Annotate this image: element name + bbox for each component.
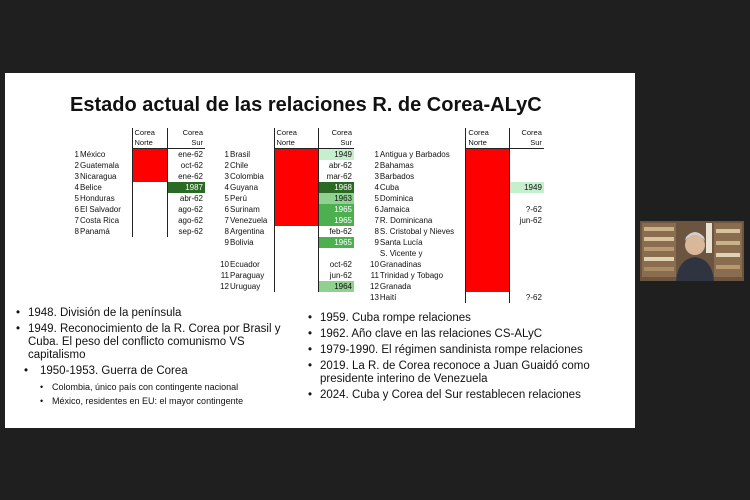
header-north: Corea — [274, 128, 318, 138]
country-name: Brasil — [230, 149, 251, 159]
country-name: S. Vicente y — [379, 249, 423, 258]
table-row — [220, 270, 354, 281]
row-number: 9 — [224, 238, 229, 247]
country-name: S. Cristobal y Nieves — [379, 227, 455, 236]
south-korea-relation-cell — [318, 248, 354, 259]
row-number — [220, 248, 230, 259]
north-korea-relation-cell — [132, 182, 167, 193]
header-north-sub: Norte — [466, 138, 510, 149]
country-name: Argentina — [230, 227, 265, 236]
table-row — [370, 270, 544, 281]
bullets-left — [14, 307, 284, 409]
table-central-america — [70, 128, 205, 237]
row-number: 1 — [74, 149, 79, 159]
header-south-sub: Sur — [167, 138, 205, 149]
bullet-item: • 1959. Cuba rompe relaciones — [306, 312, 626, 325]
south-korea-relation-cell — [510, 248, 544, 259]
country-name: Guyana — [230, 183, 259, 192]
north-korea-relation-cell — [466, 248, 510, 259]
north-korea-relation-cell — [466, 226, 510, 237]
table-row — [220, 259, 354, 270]
south-korea-relation-cell: mar-62 — [318, 171, 354, 182]
row-number: 11 — [220, 271, 229, 280]
table-row — [220, 204, 354, 215]
south-korea-relation-cell — [510, 193, 544, 204]
table-row — [370, 248, 544, 259]
south-korea-relation-cell — [510, 237, 544, 248]
table-row — [370, 149, 544, 161]
row-number: 1 — [374, 149, 379, 159]
table-row — [370, 226, 544, 237]
country-name: Belice — [80, 183, 102, 192]
south-korea-relation-cell: jun-62 — [510, 215, 544, 226]
north-korea-relation-cell — [132, 215, 167, 226]
country-name: R. Dominicana — [379, 216, 433, 225]
table-row — [220, 215, 354, 226]
south-korea-relation-cell: 1965 — [318, 237, 354, 248]
bullet-item: • 1979-1990. El régimen sandinista rompe relaciones — [306, 344, 626, 357]
country-name: Dominica — [379, 194, 414, 203]
north-korea-relation-cell — [274, 204, 318, 215]
north-korea-relation-cell — [466, 237, 510, 248]
table-row — [370, 237, 544, 248]
bullet-item: • 1950-1953. Guerra de Corea — [14, 365, 284, 378]
row-number: 2 — [224, 161, 229, 170]
north-korea-relation-cell — [132, 226, 167, 237]
row-number: 5 — [74, 194, 79, 203]
row-number: 8 — [74, 227, 79, 236]
row-number: 2 — [74, 161, 79, 170]
country-name: Barbados — [379, 172, 415, 181]
country-name: Antigua y Barbados — [379, 149, 450, 159]
bullet-item: • 1948. División de la península — [14, 307, 284, 320]
country-name: Uruguay — [230, 282, 261, 291]
south-korea-relation-cell — [510, 270, 544, 281]
bullet-item: • 1962. Año clave en las relaciones CS-ALyC — [306, 328, 626, 341]
row-number: 11 — [370, 271, 379, 280]
table-row — [370, 204, 544, 215]
header-north-sub: Norte — [274, 138, 318, 149]
row-number: 1 — [224, 149, 229, 159]
table-row — [220, 149, 354, 161]
row-number: 6 — [224, 205, 229, 214]
row-number: 9 — [374, 238, 379, 247]
country-name: Costa Rica — [80, 216, 120, 225]
south-korea-relation-cell: 1964 — [318, 281, 354, 292]
south-korea-relation-cell — [510, 171, 544, 182]
table-south-america — [220, 128, 354, 292]
bullet-item: • 2024. Cuba y Corea del Sur restablecen relaciones — [306, 389, 626, 402]
north-korea-relation-cell — [274, 193, 318, 204]
country-name: Chile — [230, 161, 249, 170]
south-korea-relation-cell — [510, 149, 544, 161]
country-name: Guatemala — [80, 161, 120, 170]
country-name: México — [80, 149, 106, 159]
table-row — [220, 193, 354, 204]
country-name: Jamaica — [379, 205, 410, 214]
north-korea-relation-cell — [274, 215, 318, 226]
table-row — [370, 292, 544, 303]
country-name: Perú — [230, 194, 247, 203]
bullets-right — [306, 312, 626, 405]
table-row — [220, 171, 354, 182]
north-korea-relation-cell — [466, 160, 510, 171]
table-caribbean — [370, 128, 544, 303]
row-number: 7 — [224, 216, 229, 225]
south-korea-relation-cell: 1987 — [167, 182, 205, 193]
table-row — [370, 215, 544, 226]
row-number: 13 — [370, 293, 379, 302]
bullet-item: • Colombia, único país con contingente nacional — [14, 381, 284, 393]
north-korea-relation-cell — [274, 281, 318, 292]
table-row — [370, 171, 544, 182]
row-number: 10 — [220, 260, 229, 269]
country-name: Colombia — [230, 172, 264, 181]
row-number: 3 — [374, 172, 379, 181]
north-korea-relation-cell — [132, 149, 167, 161]
table-row — [70, 182, 205, 193]
south-korea-relation-cell: 1963 — [318, 193, 354, 204]
south-korea-relation-cell: 1965 — [318, 204, 354, 215]
country-name: Bolivia — [230, 238, 254, 247]
north-korea-relation-cell — [132, 204, 167, 215]
country-name: Haití — [379, 293, 397, 302]
north-korea-relation-cell — [466, 215, 510, 226]
row-number: 3 — [224, 172, 229, 181]
north-korea-relation-cell — [466, 171, 510, 182]
north-korea-relation-cell — [466, 259, 510, 270]
row-number — [370, 248, 380, 259]
header-south-sub: Sur — [510, 138, 544, 149]
south-korea-relation-cell: oct-62 — [318, 259, 354, 270]
table-row — [70, 204, 205, 215]
table-row — [370, 193, 544, 204]
south-korea-relation-cell: sep-62 — [167, 226, 205, 237]
north-korea-relation-cell — [274, 160, 318, 171]
row-number: 5 — [374, 194, 379, 203]
north-korea-relation-cell — [274, 248, 318, 259]
north-korea-relation-cell — [274, 270, 318, 281]
north-korea-relation-cell — [132, 193, 167, 204]
north-korea-relation-cell — [132, 171, 167, 182]
row-number: 10 — [370, 260, 379, 269]
bullet-item: • 2019. La R. de Corea reconoce a Juan Guaidó como presidente interino de Venezuela — [306, 360, 626, 386]
country-name: Honduras — [80, 194, 115, 203]
south-korea-relation-cell: ene-62 — [167, 149, 205, 161]
bullet-item: • México, residentes en EU: el mayor contingente — [14, 395, 284, 407]
north-korea-relation-cell — [466, 193, 510, 204]
country-name: Granada — [379, 282, 412, 291]
table-row — [370, 182, 544, 193]
table-row — [370, 281, 544, 292]
north-korea-relation-cell — [274, 226, 318, 237]
south-korea-relation-cell — [510, 281, 544, 292]
header-south: Corea — [510, 128, 544, 138]
south-korea-relation-cell: ?-62 — [510, 292, 544, 303]
table-row — [70, 193, 205, 204]
table-row — [220, 281, 354, 292]
south-korea-relation-cell: 1949 — [318, 149, 354, 161]
header-north: Corea — [466, 128, 510, 138]
north-korea-relation-cell — [274, 171, 318, 182]
south-korea-relation-cell: 1949 — [510, 182, 544, 193]
south-korea-relation-cell — [510, 160, 544, 171]
north-korea-relation-cell — [466, 182, 510, 193]
row-number: 8 — [374, 227, 379, 236]
table-row — [220, 248, 354, 259]
table-row — [70, 149, 205, 161]
south-korea-relation-cell: abr-62 — [318, 160, 354, 171]
row-number: 6 — [74, 205, 79, 214]
row-number: 7 — [374, 216, 379, 225]
south-korea-relation-cell: feb-62 — [318, 226, 354, 237]
participant-video-icon — [640, 221, 744, 281]
header-north-sub: Norte — [132, 138, 167, 149]
row-number: 8 — [224, 227, 229, 236]
row-number: 2 — [374, 161, 379, 170]
north-korea-relation-cell — [274, 149, 318, 161]
country-name: Cuba — [379, 183, 400, 192]
country-name: Santa Lucía — [379, 238, 423, 247]
table-row — [70, 215, 205, 226]
country-name: El Salvador — [80, 205, 121, 214]
slide-title: Estado actual de las relaciones R. de Corea-ALyC — [70, 94, 542, 116]
table-row — [70, 171, 205, 182]
north-korea-relation-cell — [466, 149, 510, 161]
north-korea-relation-cell — [466, 204, 510, 215]
country-name: Ecuador — [230, 260, 260, 269]
south-korea-relation-cell: ?-62 — [510, 204, 544, 215]
south-korea-relation-cell — [510, 259, 544, 270]
country-name: Granadinas — [379, 260, 422, 269]
row-number: 7 — [74, 216, 79, 225]
row-number: 12 — [220, 282, 229, 291]
header-south-sub: Sur — [318, 138, 354, 149]
country-name: Trinidad y Tobago — [379, 271, 444, 280]
north-korea-relation-cell — [274, 237, 318, 248]
south-korea-relation-cell: 1968 — [318, 182, 354, 193]
table-row — [220, 182, 354, 193]
table-row — [220, 226, 354, 237]
header-south: Corea — [167, 128, 205, 138]
south-korea-relation-cell: ene-62 — [167, 171, 205, 182]
south-korea-relation-cell: ago-62 — [167, 215, 205, 226]
row-number: 4 — [224, 183, 229, 192]
bullet-item: • 1949. Reconocimiento de la R. Corea por Brasil y Cuba. El peso del conflicto comunismo VS capitalismo — [14, 323, 284, 362]
country-name — [230, 248, 274, 259]
north-korea-relation-cell — [132, 160, 167, 171]
row-number: 6 — [374, 205, 379, 214]
south-korea-relation-cell: oct-62 — [167, 160, 205, 171]
south-korea-relation-cell: abr-62 — [167, 193, 205, 204]
row-number: 4 — [74, 183, 79, 192]
row-number: 4 — [374, 183, 379, 192]
south-korea-relation-cell: 1965 — [318, 215, 354, 226]
table-row — [70, 160, 205, 171]
country-name: Venezuela — [230, 216, 268, 225]
table-row — [70, 226, 205, 237]
south-korea-relation-cell: jun-62 — [318, 270, 354, 281]
row-number: 12 — [370, 282, 379, 291]
table-row — [370, 259, 544, 270]
north-korea-relation-cell — [274, 182, 318, 193]
south-korea-relation-cell: ago-62 — [167, 204, 205, 215]
webcam-participant-thumbnail[interactable] — [640, 221, 744, 281]
country-name: Panamá — [80, 227, 110, 236]
row-number: 5 — [224, 194, 229, 203]
table-row — [370, 160, 544, 171]
table-row — [220, 237, 354, 248]
north-korea-relation-cell — [466, 281, 510, 292]
table-row — [220, 160, 354, 171]
north-korea-relation-cell — [274, 259, 318, 270]
north-korea-relation-cell — [466, 270, 510, 281]
south-korea-relation-cell — [510, 226, 544, 237]
north-korea-relation-cell — [466, 292, 510, 303]
country-name: Bahamas — [379, 161, 414, 170]
header-north: Corea — [132, 128, 167, 138]
row-number: 3 — [74, 172, 79, 181]
country-name: Surinam — [230, 205, 260, 214]
country-name: Paraguay — [230, 271, 265, 280]
country-name: Nicaragua — [80, 172, 117, 181]
header-south: Corea — [318, 128, 354, 138]
